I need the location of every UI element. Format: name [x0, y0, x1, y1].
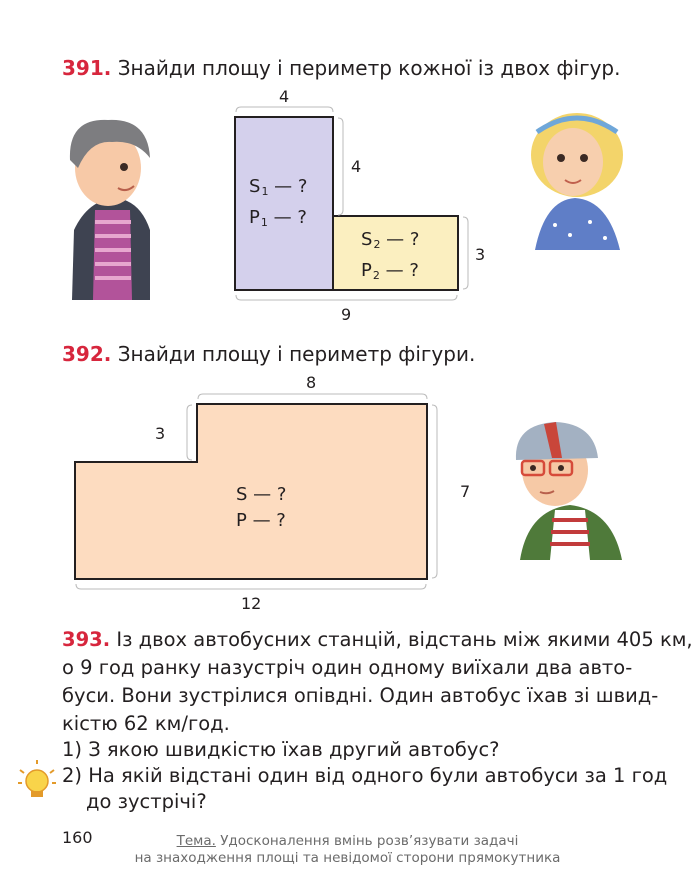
question-mark: — ?: [274, 176, 308, 197]
dim-bottom-392: 12: [241, 594, 262, 613]
task-number: 393.: [62, 628, 111, 651]
perimeter-subscript: 1: [260, 216, 268, 229]
dim-bottom: 9: [341, 305, 352, 324]
task-text: Знайди площу і периметр кожної із двох фігур.: [117, 56, 621, 80]
question-2: [62, 764, 667, 787]
perimeter-label: P — ?: [236, 510, 286, 531]
footer-theme-line-1: [0, 833, 695, 849]
task-text-line: Із двох автобусних станцій, відстань між якими 405 км,: [116, 628, 693, 651]
dim-right-392: 7: [460, 482, 471, 501]
task-393-line-2: о 9 год ранку назустріч один одному виїхали два авто-: [62, 656, 633, 679]
dim-bracket-top-392: [198, 394, 427, 399]
perimeter-symbol: P: [249, 207, 260, 228]
dim-top: 4: [279, 87, 290, 106]
question-1: [62, 738, 500, 761]
page-number: 160: [62, 828, 93, 847]
task-number: 391.: [62, 56, 112, 80]
task-number: 392.: [62, 342, 112, 366]
question-text: З якою швидкістю їхав другий автобус?: [88, 738, 500, 761]
task-393-line-3: буси. Вони зустрілися опівдні. Один автобус їхав зі швид-: [62, 684, 659, 707]
area-subscript: 1: [261, 185, 269, 198]
question-mark: — ?: [386, 229, 420, 250]
question-number: 2): [62, 764, 83, 787]
question-mark: — ?: [385, 260, 419, 281]
dim-bracket-left-392: [187, 405, 192, 460]
footer-theme-line-2: на знаходження площі та невідомої сторони прямокутника: [134, 850, 561, 866]
dim-left-step-392: 3: [155, 424, 166, 443]
dim-bracket-bottom-392: [76, 584, 426, 589]
dim-bracket-right-392: [432, 405, 437, 578]
area-subscript: 2: [373, 238, 381, 251]
boy-illustration: [70, 120, 150, 300]
girl-illustration: [531, 113, 623, 250]
figure-3-labels: [236, 482, 286, 534]
lightbulb-icon: [18, 760, 56, 797]
dim-top-392: 8: [306, 373, 317, 392]
figure-1-labels: [249, 174, 307, 236]
task-392-title: [62, 342, 475, 366]
task-393-line-4: кістю 62 км/год.: [62, 712, 230, 735]
dim-right-lower: 3: [475, 245, 486, 264]
cap-boy-illustration: [516, 422, 622, 560]
dim-bracket-bottom: [236, 295, 457, 300]
task-393-line-1: [62, 628, 693, 651]
question-2-continuation: до зустрічі?: [86, 790, 207, 813]
dim-bracket-top: [236, 107, 333, 112]
area-symbol: S: [249, 176, 261, 197]
dim-bracket-right-upper: [338, 118, 343, 215]
figure-2-labels: [361, 227, 419, 289]
theme-text: Удосконалення вмінь розв’язувати задачі: [220, 833, 519, 849]
dim-right-upper: 4: [351, 157, 362, 176]
area-symbol: S: [361, 229, 373, 250]
perimeter-subscript: 2: [372, 269, 380, 282]
dim-bracket-right-lower: [463, 217, 468, 289]
theme-label: Тема.: [176, 833, 216, 849]
question-text: На якій відстані один від одного були автобуси за 1 год: [88, 764, 668, 787]
task-text: Знайди площу і периметр фігури.: [117, 342, 476, 366]
question-number: 1): [62, 738, 83, 761]
area-label: S — ?: [236, 484, 287, 505]
question-mark: — ?: [273, 207, 307, 228]
perimeter-symbol: P: [361, 260, 372, 281]
